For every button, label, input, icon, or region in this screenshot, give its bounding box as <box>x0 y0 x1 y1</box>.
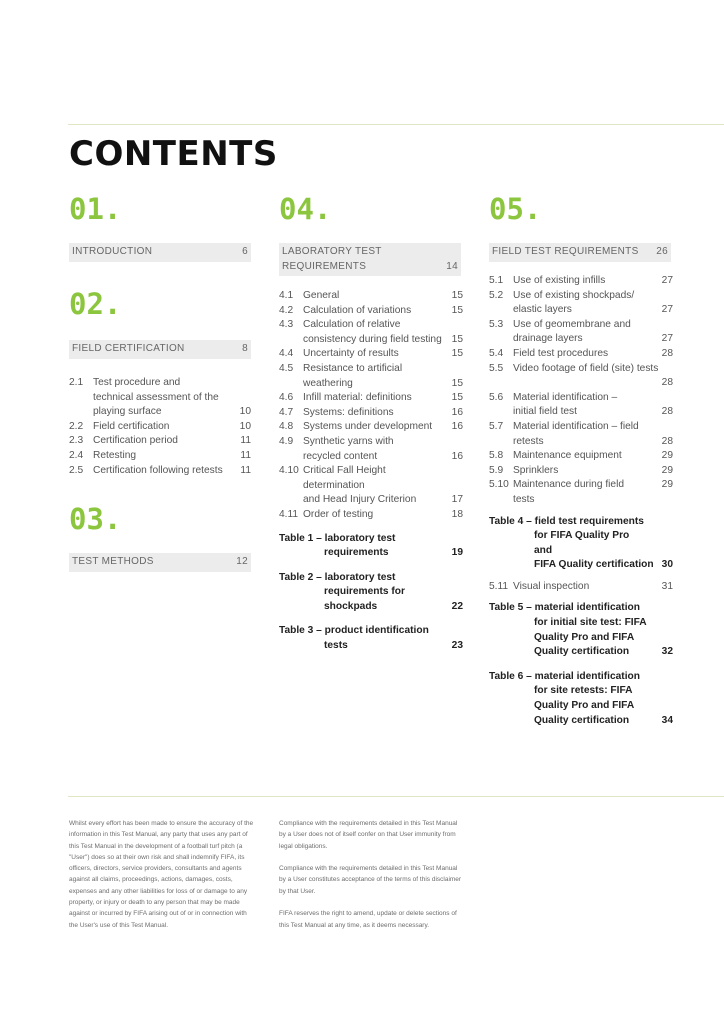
table-title-line: Table 6 – material identification <box>489 670 640 682</box>
item-number: 4.1 <box>279 290 294 301</box>
table-entry[interactable] <box>489 601 673 659</box>
item-page: 29 <box>661 464 673 476</box>
section-page: 12 <box>236 556 248 567</box>
list-item[interactable] <box>279 464 463 508</box>
list-item[interactable] <box>279 318 463 347</box>
item-page: 11 <box>240 464 251 476</box>
item-title: General <box>303 290 340 301</box>
section-label: TEST METHODS <box>72 556 154 567</box>
list-item[interactable] <box>279 347 463 362</box>
section-label: INTRODUCTION <box>72 246 153 257</box>
section-number-02: 02. <box>69 287 122 321</box>
list-item[interactable] <box>279 362 463 391</box>
item-number: 4.2 <box>279 304 294 316</box>
item-page: 15 <box>451 333 463 345</box>
item-title: Uncertainty of results <box>303 348 399 360</box>
table-page: 34 <box>661 714 673 726</box>
item-title: Use of geomembrane and drainage layers <box>513 318 631 345</box>
top-rule <box>68 124 724 125</box>
list-item[interactable] <box>279 391 463 406</box>
table-title-line: tests <box>324 640 348 652</box>
table-entry[interactable] <box>279 532 463 561</box>
section-02-list <box>69 376 251 478</box>
item-number: 4.5 <box>279 362 294 374</box>
item-title: Material identification – initial field test <box>513 391 618 418</box>
item-number: 5.9 <box>489 464 504 476</box>
item-number: 4.7 <box>279 406 294 418</box>
list-item[interactable] <box>489 289 673 318</box>
disclaimer-paragraph: Compliance with the requirements detailed in this Test Manual by a User does not of itself confer on that User immunity from legal obligations. <box>279 820 458 850</box>
list-item[interactable] <box>69 449 251 464</box>
section-heading-laboratory-test-requirements[interactable] <box>279 243 461 276</box>
table-entry[interactable] <box>489 670 673 728</box>
section-page: 8 <box>242 343 248 354</box>
item-number: 5.11 <box>489 580 509 592</box>
list-item[interactable] <box>279 420 463 435</box>
list-item[interactable] <box>279 508 463 523</box>
table-page: 32 <box>661 646 673 658</box>
table-title-line: Table 5 – material identification <box>489 602 640 614</box>
item-title: Field test procedures <box>513 347 609 359</box>
list-item[interactable] <box>489 362 673 391</box>
item-title-line: Critical Fall Height determination <box>303 465 386 491</box>
item-page: 16 <box>451 406 463 418</box>
list-item[interactable] <box>489 318 673 347</box>
item-page: 28 <box>661 435 673 447</box>
item-title: Infill material: definitions <box>303 392 412 404</box>
table-title-line: for FIFA Quality Pro and <box>534 530 630 556</box>
disclaimer-paragraph: Whilst every effort has been made to ensure the accuracy of the information in this Test Manual, any party that uses any part of this Test Manual in the development of a football turf pitch (a "User") does so at their own risk and shall indemnify FIFA, its officers, directors, service providers, consultants and agents against all claims, proceedings, actions, damages, costs, expenses and any other liabilities for loss of or damage to any property, or injury or death to any person that may be made against or incurred by FIFA arising out of or in connection with the User's use of this Test Manual. <box>69 820 254 929</box>
table-entry[interactable] <box>489 515 673 573</box>
item-number: 5.7 <box>489 420 504 432</box>
item-number: 4.9 <box>279 435 294 447</box>
item-page: 15 <box>451 304 463 316</box>
item-page: 27 <box>661 275 673 286</box>
section-heading-field-certification[interactable] <box>69 340 251 359</box>
item-title: Test procedure and technical assessment of the playing surface <box>93 377 219 418</box>
item-title: Maintenance equipment <box>513 450 622 462</box>
table-entry[interactable] <box>279 571 463 615</box>
table-page: 23 <box>451 640 463 652</box>
item-title: Use of existing shockpads/ elastic layers <box>513 289 635 316</box>
section-number-01: 01. <box>69 192 122 226</box>
table-title <box>489 670 647 728</box>
item-number: 4.6 <box>279 392 294 404</box>
section-number-03: 03. <box>69 502 122 536</box>
item-page: 16 <box>451 421 463 433</box>
item-title <box>513 362 659 391</box>
item-number: 5.5 <box>489 362 504 374</box>
table-title-line: Table 2 – laboratory test <box>279 571 396 583</box>
disclaimer-paragraph: FIFA reserves the right to amend, update or delete sections of this Test Manual at any time, as it deems necessary. <box>279 910 457 929</box>
table-title-line: Quality certification <box>534 646 630 658</box>
list-item[interactable] <box>69 420 251 435</box>
item-page: 28 <box>661 347 673 359</box>
item-number: 2.1 <box>69 377 84 388</box>
item-number: 2.5 <box>69 464 84 476</box>
section-heading-field-test-requirements[interactable] <box>489 243 671 262</box>
list-item[interactable] <box>279 435 463 464</box>
item-page: 27 <box>661 333 673 345</box>
list-item[interactable] <box>489 464 673 479</box>
list-item[interactable] <box>489 580 673 595</box>
table-title-line: Table 4 – field test requirements <box>489 515 644 527</box>
list-item[interactable] <box>279 304 463 319</box>
item-title: Order of testing <box>303 508 374 520</box>
item-number: 4.8 <box>279 421 294 433</box>
table-title-line: Quality Pro and FIFA <box>534 631 635 643</box>
item-number: 5.6 <box>489 391 504 403</box>
table-title-line: for initial site test: FIFA <box>534 617 647 629</box>
item-page: 27 <box>661 304 673 316</box>
item-page: 17 <box>451 494 463 506</box>
item-page: 10 <box>239 406 251 418</box>
item-number: 4.4 <box>279 348 294 360</box>
list-item[interactable] <box>69 376 251 420</box>
disclaimer-right <box>279 818 464 942</box>
item-number: 5.3 <box>489 318 504 330</box>
item-number: 5.2 <box>489 289 504 301</box>
item-title: Certification period <box>93 435 178 447</box>
section-label: LABORATORY TEST REQUIREMENTS <box>282 246 382 272</box>
section-04-list <box>279 289 463 654</box>
item-page: 16 <box>451 450 463 462</box>
item-page: 15 <box>451 290 463 301</box>
item-page: 29 <box>661 479 673 491</box>
list-item[interactable] <box>489 478 673 507</box>
item-number: 5.4 <box>489 347 504 359</box>
item-title: Systems under development <box>303 421 433 433</box>
item-page: 15 <box>451 348 463 360</box>
table-title-line: FIFA Quality certification <box>534 559 654 571</box>
item-number: 2.3 <box>69 435 84 447</box>
table-entry[interactable] <box>279 624 463 653</box>
list-item[interactable] <box>279 289 463 304</box>
item-title: Material identification – field retests <box>513 420 639 447</box>
table-title <box>279 532 437 561</box>
item-page: 28 <box>661 377 673 389</box>
table-title-line: requirements <box>324 547 389 559</box>
table-title-line: Table 3 – product identification <box>279 625 429 637</box>
item-title: Resistance to artificial weathering <box>303 362 403 389</box>
table-title <box>489 515 654 573</box>
table-title <box>279 571 437 615</box>
section-05-list <box>489 274 673 728</box>
table-page: 19 <box>451 547 463 559</box>
item-number: 4.11 <box>279 508 299 520</box>
table-title-line: Quality certification <box>534 714 630 726</box>
item-page: 31 <box>661 580 673 592</box>
page-title: CONTENTS <box>69 134 278 174</box>
item-number: 4.10 <box>279 465 299 477</box>
list-item[interactable] <box>69 464 251 479</box>
disclaimer-paragraph: Compliance with the requirements detailed in this Test Manual by a User constitutes acceptance of the terms of this disclaimer by that User. <box>279 865 462 895</box>
table-title-line: shockpads <box>324 600 378 612</box>
bottom-rule <box>68 796 724 797</box>
table-title-line: requirements for <box>324 586 405 598</box>
item-title: Calculation of relative consistency during field testing <box>303 319 442 345</box>
section-page: 6 <box>242 246 248 257</box>
item-number: 5.1 <box>489 275 504 286</box>
disclaimer-left <box>69 818 254 942</box>
section-page: 14 <box>446 260 458 272</box>
table-title <box>279 624 437 653</box>
section-label: FIELD CERTIFICATION <box>72 343 185 354</box>
item-title: Synthetic yarns with recycled content <box>303 435 394 462</box>
table-title-line: Table 1 – laboratory test <box>279 532 396 544</box>
item-page: 11 <box>240 435 251 447</box>
item-page: 28 <box>661 406 673 418</box>
list-item[interactable] <box>489 274 673 289</box>
section-label: FIELD TEST REQUIREMENTS <box>492 246 639 257</box>
list-item[interactable] <box>489 391 673 420</box>
list-item[interactable] <box>489 449 673 464</box>
item-title: Maintenance during field tests <box>513 479 625 505</box>
item-title: Use of existing infills <box>513 275 606 286</box>
item-page: 11 <box>240 449 251 461</box>
item-number: 4.3 <box>279 319 294 331</box>
table-title <box>489 601 647 659</box>
item-title: Systems: definitions <box>303 406 394 418</box>
table-title-line: for site retests: FIFA <box>534 685 633 697</box>
list-item[interactable] <box>489 420 673 449</box>
item-number: 5.8 <box>489 450 504 462</box>
item-page: 29 <box>661 450 673 462</box>
item-title: Calculation of variations <box>303 304 412 316</box>
section-page: 26 <box>656 246 668 257</box>
table-page: 30 <box>661 559 673 571</box>
item-title: Visual inspection <box>513 580 590 592</box>
item-title: Field certification <box>93 420 170 432</box>
item-title: Certification following retests <box>93 464 223 476</box>
item-page: 10 <box>239 420 251 432</box>
item-page: 18 <box>451 508 463 520</box>
table-page: 22 <box>451 600 463 612</box>
section-heading-test-methods[interactable] <box>69 553 251 572</box>
item-title <box>303 464 437 508</box>
item-title: Sprinklers <box>513 464 559 476</box>
section-heading-introduction[interactable] <box>69 243 251 262</box>
section-number-04: 04. <box>279 192 332 226</box>
item-page: 15 <box>451 377 463 389</box>
section-number-05: 05. <box>489 192 542 226</box>
list-item[interactable] <box>69 434 251 449</box>
item-number: 5.10 <box>489 479 509 491</box>
item-number: 2.2 <box>69 420 84 432</box>
table-title-line: Quality Pro and FIFA <box>534 700 635 712</box>
item-number: 2.4 <box>69 449 84 461</box>
item-title-line: Video footage of field (site) tests <box>513 362 659 374</box>
item-title: Retesting <box>93 449 137 461</box>
item-page: 15 <box>451 392 463 404</box>
item-title-line: and Head Injury Criterion <box>303 494 417 506</box>
list-item[interactable] <box>279 406 463 421</box>
list-item[interactable] <box>489 347 673 362</box>
